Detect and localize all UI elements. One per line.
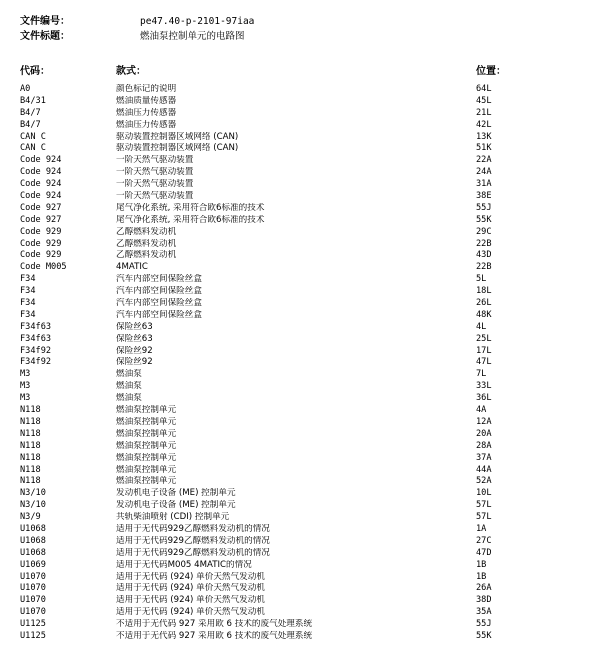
row-pos: 22B — [476, 238, 492, 249]
table-row — [0, 560, 604, 572]
row-code: Code 924 — [20, 191, 62, 202]
row-desc: 燃油泵控制单元 — [116, 476, 177, 487]
row-code: M3 — [20, 369, 31, 380]
table-header — [0, 62, 604, 76]
doc-title-label: 文件标题： — [20, 31, 70, 42]
row-code: N118 — [20, 405, 41, 416]
row-desc: 尾气净化系统, 采用符合欧6标准的技术 — [116, 214, 265, 225]
table-row — [0, 143, 604, 155]
row-desc: 发动机电子设备 (ME) 控制单元 — [116, 500, 236, 511]
row-pos: 31A — [476, 179, 492, 190]
row-code: M3 — [20, 393, 31, 404]
row-pos: 55K — [476, 630, 492, 641]
table-row — [0, 179, 604, 191]
table-row — [0, 167, 604, 179]
row-desc: 燃油泵控制单元 — [116, 452, 177, 463]
row-desc: 燃油泵控制单元 — [116, 464, 177, 475]
row-desc: 燃油泵 — [116, 369, 142, 380]
row-code: U1070 — [20, 571, 46, 582]
row-code: N3/9 — [20, 512, 41, 523]
row-desc: 燃油泵控制单元 — [116, 405, 177, 416]
row-desc: 不适用于无代码 927 采用欧 6 技术的废气处理系统 — [116, 619, 313, 630]
row-code: B4/31 — [20, 95, 46, 106]
row-pos: 12A — [476, 416, 492, 427]
row-desc: 共轨柴油喷射 (CDI) 控制单元 — [116, 512, 230, 523]
row-desc: 颜色标记的说明 — [116, 84, 177, 94]
table-row — [0, 417, 604, 429]
table-row — [0, 203, 604, 215]
row-pos: 38D — [476, 595, 492, 606]
table-row — [0, 405, 604, 417]
row-code: F34 — [20, 309, 36, 320]
table-row — [0, 393, 604, 405]
row-desc: 一阶天然气驱动装置 — [116, 179, 194, 190]
row-pos: 1A — [476, 523, 487, 534]
doc-number-value: pe47.40-p-2101-97iaa — [140, 16, 255, 27]
row-code: N118 — [20, 476, 41, 487]
table-row — [0, 524, 604, 536]
row-pos: 1B — [476, 559, 487, 570]
table-row — [0, 346, 604, 358]
row-desc: 适用于无代码 (924) 单价天然气发动机 — [116, 607, 265, 618]
row-desc: 适用于无代码 (924) 单价天然气发动机 — [116, 595, 265, 606]
table-row — [0, 262, 604, 274]
row-desc: 发动机电子设备 (ME) 控制单元 — [116, 488, 236, 499]
row-code: CAN C — [20, 131, 46, 142]
doc-title-value: 燃油泵控制单元的电路图 — [140, 31, 245, 42]
row-pos: 10L — [476, 488, 492, 499]
row-desc: 一阶天然气驱动装置 — [116, 167, 194, 178]
header-pos: 位置： — [476, 66, 506, 77]
table-row — [0, 239, 604, 251]
row-desc: 燃油泵 — [116, 393, 142, 404]
table-row — [0, 96, 604, 108]
row-code: U1070 — [20, 607, 46, 618]
table-row — [0, 488, 604, 500]
table-row — [0, 334, 604, 346]
row-code: N118 — [20, 452, 41, 463]
row-desc: 汽车内部空间保险丝盒 — [116, 309, 202, 320]
row-pos: 47D — [476, 547, 492, 558]
row-pos: 20A — [476, 428, 492, 439]
row-pos: 43D — [476, 250, 492, 261]
row-code: N118 — [20, 464, 41, 475]
row-pos: 47L — [476, 357, 492, 368]
row-desc: 适用于无代码 (924) 单价天然气发动机 — [116, 571, 265, 582]
table-row — [0, 298, 604, 310]
table-row — [0, 512, 604, 524]
row-pos: 22A — [476, 155, 492, 166]
row-pos: 7L — [476, 369, 487, 380]
table-row — [0, 548, 604, 560]
row-pos: 18L — [476, 286, 492, 297]
row-pos: 21L — [476, 107, 492, 118]
row-desc: 尾气净化系统, 采用符合欧6标准的技术 — [116, 202, 265, 213]
row-pos: 4L — [476, 321, 487, 332]
table-row — [0, 429, 604, 441]
row-desc: 保险丝92 — [116, 357, 153, 368]
row-desc: 汽车内部空间保险丝盒 — [116, 286, 202, 297]
table-row — [0, 132, 604, 144]
row-code: U1125 — [20, 619, 46, 630]
row-pos: 57L — [476, 512, 492, 523]
row-code: M3 — [20, 381, 31, 392]
row-desc: 4MATIC — [116, 262, 148, 273]
row-desc: 保险丝92 — [116, 345, 153, 356]
row-desc: 驱动装置控制器区域网络 (CAN) — [116, 143, 239, 154]
row-desc: 保险丝63 — [116, 321, 153, 332]
header-desc: 款式： — [116, 66, 146, 77]
row-desc: 保险丝63 — [116, 333, 153, 344]
row-pos: 57L — [476, 500, 492, 511]
row-pos: 45L — [476, 95, 492, 106]
row-pos: 37A — [476, 452, 492, 463]
row-code: Code 929 — [20, 238, 62, 249]
row-pos: 26L — [476, 298, 492, 309]
table-row — [0, 322, 604, 334]
row-desc: 驱动装置控制器区域网络 (CAN) — [116, 131, 239, 142]
table-row — [0, 381, 604, 393]
row-pos: 5L — [476, 274, 487, 285]
table-row — [0, 572, 604, 584]
table-row — [0, 500, 604, 512]
row-pos: 51K — [476, 143, 492, 154]
row-desc: 燃油质量传感器 — [116, 95, 177, 106]
row-pos: 35A — [476, 607, 492, 618]
row-code: F34 — [20, 298, 36, 309]
row-code: F34 — [20, 286, 36, 297]
table-row — [0, 453, 604, 465]
row-pos: 24A — [476, 167, 492, 178]
row-code: U1068 — [20, 535, 46, 546]
row-pos: 64L — [476, 84, 492, 94]
row-code: F34f63 — [20, 333, 52, 344]
table-row — [0, 536, 604, 548]
row-pos: 26A — [476, 583, 492, 594]
row-pos: 29C — [476, 226, 492, 237]
row-code: F34f92 — [20, 345, 52, 356]
row-pos: 28A — [476, 440, 492, 451]
row-code: N118 — [20, 416, 41, 427]
table-row — [0, 595, 604, 607]
row-pos: 33L — [476, 381, 492, 392]
row-pos: 17L — [476, 345, 492, 356]
row-code: Code M005 — [20, 262, 67, 273]
row-pos: 25L — [476, 333, 492, 344]
row-desc: 燃油泵控制单元 — [116, 428, 177, 439]
table-row — [0, 286, 604, 298]
row-pos: 55K — [476, 214, 492, 225]
row-desc: 汽车内部空间保险丝盒 — [116, 298, 202, 309]
row-pos: 48K — [476, 309, 492, 320]
row-desc: 汽车内部空间保险丝盒 — [116, 274, 202, 285]
table-body — [0, 84, 604, 643]
row-desc: 乙醇燃料发动机 — [116, 226, 177, 237]
row-code: U1068 — [20, 547, 46, 558]
row-desc: 适用于无代码 (924) 单价天然气发动机 — [116, 583, 265, 594]
table-row — [0, 357, 604, 369]
table-row — [0, 227, 604, 239]
row-pos: 38E — [476, 191, 492, 202]
row-desc: 燃油泵 — [116, 381, 142, 392]
row-code: U1070 — [20, 583, 46, 594]
row-code: Code 924 — [20, 155, 62, 166]
header-code: 代码： — [20, 66, 50, 77]
row-desc: 乙醇燃料发动机 — [116, 250, 177, 261]
row-code: Code 929 — [20, 226, 62, 237]
row-code: U1069 — [20, 559, 46, 570]
row-desc: 一阶天然气驱动装置 — [116, 155, 194, 166]
row-code: N118 — [20, 428, 41, 439]
row-pos: 36L — [476, 393, 492, 404]
row-pos: 55J — [476, 202, 492, 213]
row-code: Code 924 — [20, 179, 62, 190]
row-pos: 4A — [476, 405, 487, 416]
row-code: F34f63 — [20, 321, 52, 332]
row-code: F34f92 — [20, 357, 52, 368]
row-pos: 22B — [476, 262, 492, 273]
table-row — [0, 155, 604, 167]
row-code: A0 — [20, 84, 31, 94]
row-code: CAN C — [20, 143, 46, 154]
table-row — [0, 465, 604, 477]
row-code: U1125 — [20, 630, 46, 641]
row-desc: 不适用于无代码 927 采用欧 6 技术的废气处理系统 — [116, 630, 313, 641]
row-code: Code 927 — [20, 202, 62, 213]
row-desc: 燃油压力传感器 — [116, 119, 177, 130]
row-pos: 13K — [476, 131, 492, 142]
row-code: F34 — [20, 274, 36, 285]
row-pos: 55J — [476, 619, 492, 630]
row-code: Code 929 — [20, 250, 62, 261]
row-code: U1070 — [20, 595, 46, 606]
table-row — [0, 369, 604, 381]
row-code: U1068 — [20, 523, 46, 534]
row-code: Code 927 — [20, 214, 62, 225]
row-pos: 52A — [476, 476, 492, 487]
row-code: N118 — [20, 440, 41, 451]
row-desc: 燃油泵控制单元 — [116, 416, 177, 427]
table-row — [0, 215, 604, 227]
table-row — [0, 274, 604, 286]
row-desc: 适用于无代码M005 4MATIC的情况 — [116, 559, 252, 570]
table-row — [0, 310, 604, 322]
table-row — [0, 250, 604, 262]
row-desc: 乙醇燃料发动机 — [116, 238, 177, 249]
row-pos: 1B — [476, 571, 487, 582]
row-code: B4/7 — [20, 107, 41, 118]
table-row — [0, 84, 604, 96]
table-row — [0, 108, 604, 120]
table-row — [0, 191, 604, 203]
table-row — [0, 583, 604, 595]
row-code: Code 924 — [20, 167, 62, 178]
row-code: B4/7 — [20, 119, 41, 130]
row-desc: 燃油压力传感器 — [116, 107, 177, 118]
doc-number-label: 文件编号： — [20, 16, 70, 27]
row-pos: 42L — [476, 119, 492, 130]
table-row — [0, 120, 604, 132]
table-row — [0, 631, 604, 643]
table-row — [0, 441, 604, 453]
row-desc: 燃油泵控制单元 — [116, 440, 177, 451]
row-code: N3/10 — [20, 500, 46, 511]
row-desc: 一阶天然气驱动装置 — [116, 191, 194, 202]
row-code: N3/10 — [20, 488, 46, 499]
table-row — [0, 607, 604, 619]
row-desc: 适用于无代码929乙醇燃料发动机的情况 — [116, 547, 270, 558]
row-pos: 44A — [476, 464, 492, 475]
row-desc: 适用于无代码929乙醇燃料发动机的情况 — [116, 535, 270, 546]
row-desc: 适用于无代码929乙醇燃料发动机的情况 — [116, 523, 270, 534]
table-row — [0, 619, 604, 631]
row-pos: 27C — [476, 535, 492, 546]
table-row — [0, 476, 604, 488]
